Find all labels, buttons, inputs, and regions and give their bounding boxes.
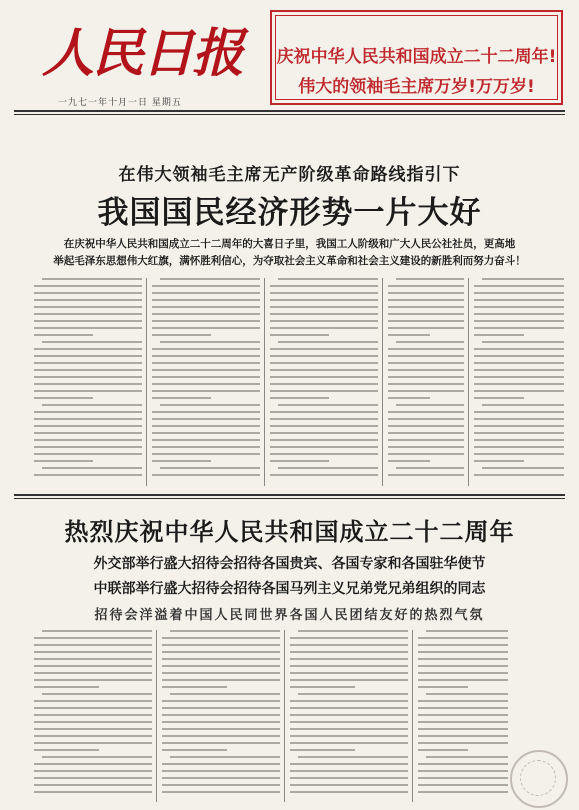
body-text-line	[152, 327, 260, 329]
body-text-line	[42, 756, 152, 758]
body-text-line	[34, 369, 142, 371]
body-text-line	[34, 665, 152, 667]
body-text-line	[388, 306, 464, 308]
body-text-line	[388, 327, 464, 329]
dateline: 一九七一年十月一日 星期五	[58, 98, 182, 108]
body-text-line	[34, 672, 152, 674]
article1-body-column	[34, 278, 142, 486]
body-text-line	[34, 418, 142, 420]
body-text-line	[152, 362, 260, 364]
body-text-line	[162, 665, 280, 667]
body-text-line	[152, 369, 260, 371]
body-text-line	[270, 313, 378, 315]
body-text-line	[152, 397, 211, 399]
body-text-line	[34, 327, 142, 329]
body-text-line	[474, 320, 564, 322]
body-text-line	[290, 777, 408, 779]
body-text-line	[270, 432, 378, 434]
body-text-line	[34, 383, 142, 385]
body-text-line	[270, 439, 378, 441]
body-text-line	[388, 411, 464, 413]
body-text-line	[270, 285, 378, 287]
body-text-line	[474, 313, 564, 315]
body-text-line	[34, 376, 142, 378]
article2-subhead-2: 中联部举行盛大招待会招待各国马列主义兄弟党兄弟组织的同志	[93, 581, 486, 597]
body-text-line	[34, 742, 152, 744]
body-text-line	[152, 390, 260, 392]
body-text-line	[418, 728, 508, 730]
body-text-line	[418, 658, 508, 660]
body-text-line	[34, 355, 142, 357]
body-text-line	[42, 467, 142, 469]
body-text-line	[290, 686, 355, 688]
body-text-line	[270, 327, 378, 329]
body-text-line	[34, 348, 142, 350]
body-text-line	[170, 693, 280, 695]
column-rule	[284, 630, 285, 802]
body-text-line	[290, 728, 408, 730]
body-text-line	[270, 376, 378, 378]
body-text-line	[474, 397, 524, 399]
body-text-line	[162, 679, 280, 681]
body-text-line	[474, 453, 564, 455]
body-text-line	[278, 404, 378, 406]
body-text-line	[34, 320, 142, 322]
body-text-line	[290, 637, 408, 639]
body-text-line	[162, 777, 280, 779]
body-text-line	[34, 721, 152, 723]
library-stamp	[510, 750, 568, 808]
body-text-line	[482, 341, 564, 343]
body-text-line	[474, 327, 564, 329]
body-text-line	[170, 630, 280, 632]
body-text-line	[418, 679, 508, 681]
section-rule	[14, 494, 565, 496]
body-text-line	[34, 770, 152, 772]
body-text-line	[418, 637, 508, 639]
body-text-line	[388, 348, 464, 350]
body-text-line	[278, 278, 378, 280]
article2-subhead-1: 外交部举行盛大招待会招待各国贵宾、各国专家和各国驻华使节	[93, 556, 486, 572]
body-text-line	[162, 700, 280, 702]
body-text-line	[160, 404, 260, 406]
body-text-line	[34, 453, 142, 455]
body-text-line	[152, 285, 260, 287]
body-text-line	[388, 292, 464, 294]
body-text-line	[474, 425, 564, 427]
body-text-line	[388, 320, 464, 322]
body-text-line	[482, 467, 564, 469]
body-text-line	[270, 397, 329, 399]
body-text-line	[270, 418, 378, 420]
body-text-line	[162, 742, 280, 744]
article2-body-column	[418, 630, 508, 802]
body-text-line	[42, 341, 142, 343]
body-text-line	[152, 313, 260, 315]
body-text-line	[388, 425, 464, 427]
body-text-line	[418, 784, 508, 786]
body-text-line	[34, 700, 152, 702]
body-text-line	[482, 404, 564, 406]
body-text-line	[474, 439, 564, 441]
body-text-line	[396, 341, 464, 343]
body-text-line	[270, 334, 329, 336]
body-text-line	[396, 404, 464, 406]
body-text-line	[396, 278, 464, 280]
body-text-line	[474, 376, 564, 378]
article1-lead-line-2: 举起毛泽东思想伟大红旗，满怀胜利信心，为夺取社会主义革命和社会主义建设的新胜利而努力奋斗！	[53, 255, 526, 267]
body-text-line	[42, 278, 142, 280]
body-text-line	[270, 446, 378, 448]
article2-body-column	[290, 630, 408, 802]
body-text-line	[388, 474, 464, 476]
body-text-line	[474, 369, 564, 371]
body-text-line	[270, 306, 378, 308]
body-text-line	[162, 763, 280, 765]
body-text-line	[298, 693, 408, 695]
body-text-line	[270, 348, 378, 350]
body-text-line	[34, 292, 142, 294]
body-text-line	[152, 453, 260, 455]
body-text-line	[290, 784, 408, 786]
body-text-line	[34, 439, 142, 441]
body-text-line	[474, 446, 564, 448]
body-text-line	[162, 749, 227, 751]
body-text-line	[270, 369, 378, 371]
body-text-line	[474, 355, 564, 357]
body-text-line	[388, 453, 464, 455]
body-text-line	[298, 630, 408, 632]
article1-body-column	[474, 278, 564, 486]
body-text-line	[474, 334, 524, 336]
body-text-line	[162, 672, 280, 674]
body-text-line	[290, 749, 355, 751]
body-text-line	[34, 637, 152, 639]
body-text-line	[42, 630, 152, 632]
body-text-line	[290, 763, 408, 765]
slogan-line-1: 庆祝中华人民共和国成立二十二周年!	[276, 47, 557, 67]
body-text-line	[270, 292, 378, 294]
article1-headline: 我国国民经济形势一片大好	[97, 195, 482, 231]
body-text-line	[474, 474, 564, 476]
body-text-line	[388, 439, 464, 441]
body-text-line	[270, 320, 378, 322]
slogan-line-2: 伟大的领袖毛主席万岁!万万岁!	[298, 77, 535, 97]
body-text-line	[290, 770, 408, 772]
column-rule	[412, 630, 413, 802]
body-text-line	[418, 665, 508, 667]
body-text-line	[388, 460, 430, 462]
article1-lead-line-1: 在庆祝中华人民共和国成立二十二周年的大喜日子里，我国工人阶级和广大人民公社社员，更高地	[63, 238, 516, 250]
body-text-line	[152, 334, 211, 336]
body-text-line	[290, 679, 408, 681]
body-text-line	[162, 686, 227, 688]
body-text-line	[34, 735, 152, 737]
body-text-line	[474, 418, 564, 420]
body-text-line	[270, 355, 378, 357]
body-text-line	[152, 474, 260, 476]
body-text-line	[34, 397, 93, 399]
body-text-line	[34, 474, 142, 476]
body-text-line	[388, 362, 464, 364]
body-text-line	[152, 439, 260, 441]
body-text-line	[162, 714, 280, 716]
body-text-line	[162, 651, 280, 653]
body-text-line	[290, 651, 408, 653]
body-text-line	[418, 686, 468, 688]
body-text-line	[388, 285, 464, 287]
body-text-line	[426, 756, 508, 758]
body-text-line	[474, 348, 564, 350]
body-text-line	[388, 390, 464, 392]
column-rule	[468, 278, 469, 486]
body-text-line	[34, 299, 142, 301]
body-text-line	[162, 770, 280, 772]
body-text-line	[474, 292, 564, 294]
body-text-line	[298, 756, 408, 758]
body-text-line	[34, 777, 152, 779]
body-text-line	[426, 630, 508, 632]
body-text-line	[418, 644, 508, 646]
article2-body-column	[162, 630, 280, 802]
body-text-line	[290, 707, 408, 709]
body-text-line	[162, 791, 280, 793]
body-text-line	[270, 299, 378, 301]
body-text-line	[290, 721, 408, 723]
body-text-line	[418, 651, 508, 653]
body-text-line	[34, 411, 142, 413]
body-text-line	[474, 285, 564, 287]
body-text-line	[34, 707, 152, 709]
body-text-line	[388, 334, 430, 336]
body-text-line	[270, 383, 378, 385]
body-text-line	[270, 411, 378, 413]
body-text-line	[34, 285, 142, 287]
body-text-line	[34, 334, 93, 336]
body-text-line	[388, 376, 464, 378]
masthead-rule	[14, 110, 565, 112]
body-text-line	[388, 313, 464, 315]
body-text-line	[162, 784, 280, 786]
masthead-logo	[42, 16, 243, 92]
body-text-line	[152, 446, 260, 448]
body-text-line	[162, 707, 280, 709]
body-text-line	[160, 341, 260, 343]
body-text-line	[162, 637, 280, 639]
body-text-line	[34, 425, 142, 427]
body-text-line	[162, 644, 280, 646]
body-text-line	[34, 658, 152, 660]
body-text-line	[418, 700, 508, 702]
article2-body-column	[34, 630, 152, 802]
body-text-line	[162, 728, 280, 730]
body-text-line	[388, 299, 464, 301]
body-text-line	[34, 651, 152, 653]
article1-body-column	[152, 278, 260, 486]
body-text-line	[418, 672, 508, 674]
masthead-title: 人民日报	[42, 23, 243, 84]
body-text-line	[278, 341, 378, 343]
body-text-line	[152, 383, 260, 385]
body-text-line	[152, 432, 260, 434]
body-text-line	[388, 355, 464, 357]
slogan-box	[270, 10, 563, 105]
body-text-line	[290, 735, 408, 737]
body-text-line	[290, 658, 408, 660]
body-text-line	[152, 425, 260, 427]
body-text-line	[34, 686, 99, 688]
body-text-line	[152, 411, 260, 413]
body-text-line	[418, 749, 468, 751]
body-text-line	[152, 376, 260, 378]
masthead-rule-thin	[14, 114, 565, 115]
body-text-line	[162, 658, 280, 660]
body-text-line	[290, 742, 408, 744]
body-text-line	[388, 397, 430, 399]
column-rule	[264, 278, 265, 486]
body-text-line	[270, 460, 329, 462]
body-text-line	[34, 749, 99, 751]
column-rule	[156, 630, 157, 802]
body-text-line	[152, 460, 211, 462]
article2-subhead-3: 招待会洋溢着中国人民同世界各国人民团结友好的热烈气氛	[94, 608, 485, 623]
body-text-line	[34, 679, 152, 681]
body-text-line	[42, 693, 152, 695]
body-text-line	[162, 721, 280, 723]
body-text-line	[474, 411, 564, 413]
body-text-line	[34, 784, 152, 786]
body-text-line	[290, 714, 408, 716]
body-text-line	[34, 714, 152, 716]
body-text-line	[152, 299, 260, 301]
body-text-line	[290, 672, 408, 674]
body-text-line	[388, 369, 464, 371]
body-text-line	[270, 474, 378, 476]
section-rule-thin	[14, 498, 565, 499]
body-text-line	[160, 467, 260, 469]
body-text-line	[270, 453, 378, 455]
body-text-line	[270, 425, 378, 427]
body-text-line	[474, 299, 564, 301]
body-text-line	[418, 707, 508, 709]
body-text-line	[482, 278, 564, 280]
body-text-line	[270, 390, 378, 392]
body-text-line	[162, 735, 280, 737]
column-rule	[382, 278, 383, 486]
article1-body-column	[388, 278, 464, 486]
body-text-line	[170, 756, 280, 758]
body-text-line	[426, 693, 508, 695]
body-text-line	[34, 763, 152, 765]
body-text-line	[160, 278, 260, 280]
body-text-line	[388, 418, 464, 420]
body-text-line	[418, 791, 508, 793]
body-text-line	[152, 348, 260, 350]
article2-headline: 热烈庆祝中华人民共和国成立二十二周年	[64, 518, 515, 546]
body-text-line	[474, 362, 564, 364]
body-text-line	[290, 644, 408, 646]
body-text-line	[290, 700, 408, 702]
body-text-line	[290, 665, 408, 667]
body-text-line	[42, 404, 142, 406]
body-text-line	[278, 467, 378, 469]
body-text-line	[34, 362, 142, 364]
body-text-line	[34, 644, 152, 646]
body-text-line	[290, 791, 408, 793]
body-text-line	[396, 467, 464, 469]
body-text-line	[418, 735, 508, 737]
body-text-line	[418, 721, 508, 723]
body-text-line	[270, 362, 378, 364]
body-text-line	[152, 355, 260, 357]
body-text-line	[388, 446, 464, 448]
body-text-line	[152, 306, 260, 308]
body-text-line	[418, 770, 508, 772]
body-text-line	[34, 728, 152, 730]
body-text-line	[474, 306, 564, 308]
body-text-line	[418, 714, 508, 716]
body-text-line	[34, 390, 142, 392]
body-text-line	[474, 383, 564, 385]
body-text-line	[34, 306, 142, 308]
body-text-line	[418, 763, 508, 765]
body-text-line	[34, 460, 93, 462]
body-text-line	[152, 320, 260, 322]
column-rule	[146, 278, 147, 486]
body-text-line	[34, 313, 142, 315]
body-text-line	[34, 432, 142, 434]
body-text-line	[152, 418, 260, 420]
body-text-line	[152, 292, 260, 294]
body-text-line	[388, 432, 464, 434]
article1-body-column	[270, 278, 378, 486]
body-text-line	[418, 742, 508, 744]
body-text-line	[474, 460, 524, 462]
body-text-line	[34, 791, 152, 793]
body-text-line	[474, 390, 564, 392]
body-text-line	[418, 777, 508, 779]
body-text-line	[388, 383, 464, 385]
body-text-line	[474, 432, 564, 434]
body-text-line	[34, 446, 142, 448]
article1-kicker: 在伟大领袖毛主席无产阶级革命路线指引下	[118, 165, 461, 185]
